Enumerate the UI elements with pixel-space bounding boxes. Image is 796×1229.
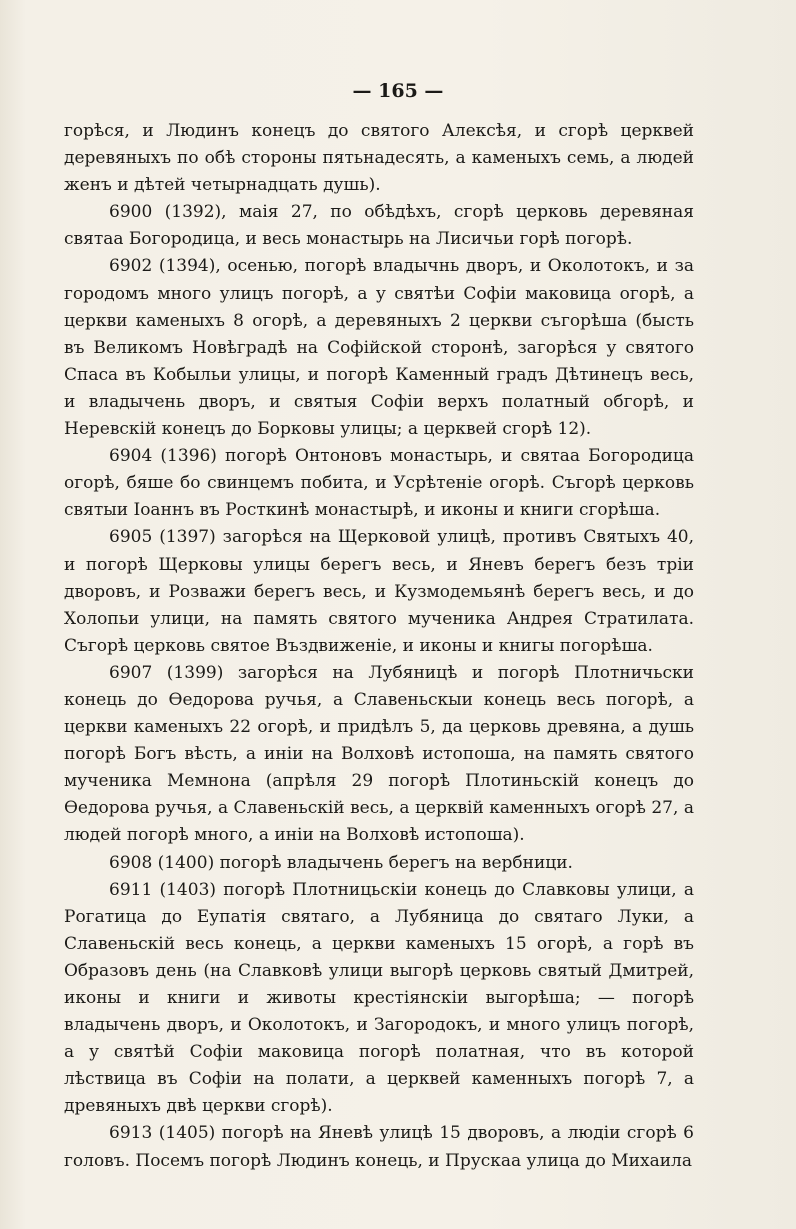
page-number: — 165 — — [352, 80, 444, 102]
body-text — [64, 118, 694, 1175]
paragraph-7: 6908 (1400) погорѣ владычень берегъ на вербници. — [109, 852, 573, 873]
paragraph-3: 6902 (1394), осенью, погорѣ владычнь дворъ, и Околотокъ, и за городомъ много улицъ погорѣ, а у святѣи Софіи маковица огорѣ, а церкви каменыхъ 8 огорѣ, а деревяныхъ 2 церкви съгорѣша (бысть въ Великомъ Новѣградѣ на Софійской сторонѣ, загорѣся у святого Спаса въ Кобыльи улицы, и погорѣ Каменный градъ Дѣтинецъ весь, и владычень дворъ, и святыя Софіи верхъ полатный обгорѣ, и Неревскій конецъ до Борковы улицы; а церквей сгорѣ 12). — [64, 256, 694, 440]
paragraph-8: 6911 (1403) погорѣ Плотницьскіи конець до Славковы улици, а Рогатица до Еупатія святаго, а Лубяница до святаго Луки, а Славеньскій весь конець, а церкви каменыхъ 15 огорѣ, а горѣ въ Образовъ день (на Славковѣ улици выгорѣ церковь святый Дмитрей, иконы и книги и животы крестіянскіи выгорѣша; — погорѣ владычень дворъ, и Околотокъ, и Загородокъ, и много улицъ погорѣ, а у святѣй Софіи маковица погорѣ полатная, что въ которой лѣствица въ Софіи на полати, а церквей каменныхъ погорѣ 7, а древяныхъ двѣ церкви сгорѣ). — [64, 879, 694, 1117]
paragraph-2: 6900 (1392), маія 27, по обѣдѣхъ, сгорѣ церковь деревяная святаа Богородица, и весь монастырь на Лисичьи горѣ погорѣ. — [64, 202, 694, 250]
paragraph-5: 6905 (1397) загорѣся на Щерковой улицѣ, противъ Святыхъ 40, и погорѣ Щерковы улицы берегъ весь, и Яневъ берегъ безъ тріи дворовъ, и Розважи берегъ весь, и Кузмодемьянѣ берегъ весь, и до Холопьи улици, на память святого мученика Андрея Стратилата. Съгорѣ церковь святое Въздвиженіе, и иконы и книгы погорѣша. — [64, 527, 694, 656]
paragraph-9: 6913 (1405) погорѣ на Яневѣ улицѣ 15 дворовъ, а людіи сгорѣ 6 головъ. Посемъ погорѣ Людинъ конець, и Прускаа улица до Михаила — [64, 1123, 694, 1171]
paragraph-1: горѣся, и Людинъ конецъ до святого Алексѣя, и сгорѣ церквей деревяныхъ по обѣ стороны пятьнадесять, а каменыхъ семь, а людей женъ и дѣтей четырнадцать душь). — [64, 121, 694, 196]
paragraph-6: 6907 (1399) загорѣся на Лубяницѣ и погорѣ Плотничьски конець до Ѳедорова ручья, а Славеньскыи конець весь погорѣ, а церкви каменыхъ 22 огорѣ, и придѣлъ 5, да церковь древяна, а душь погорѣ Богъ вѣсть, а иніи на Волховѣ истопоша, на память святого мученика Мемнона (апрѣля 29 погорѣ Плотиньскій конецъ до Ѳедорова ручья, а Славеньскій весь, а церквій каменныхъ огорѣ 27, а людей погорѣ много, а иніи на Волховѣ истопоша). — [64, 662, 694, 846]
paragraph-4: 6904 (1396) погорѣ Онтоновъ монастырь, и святаа Богородица огорѣ, бяше бо свинцемъ побита, и Усрѣтеніе огорѣ. Съгорѣ церковь святыи Іоаннъ въ Росткинѣ монастырѣ, и иконы и книги сгорѣша. — [64, 446, 694, 521]
